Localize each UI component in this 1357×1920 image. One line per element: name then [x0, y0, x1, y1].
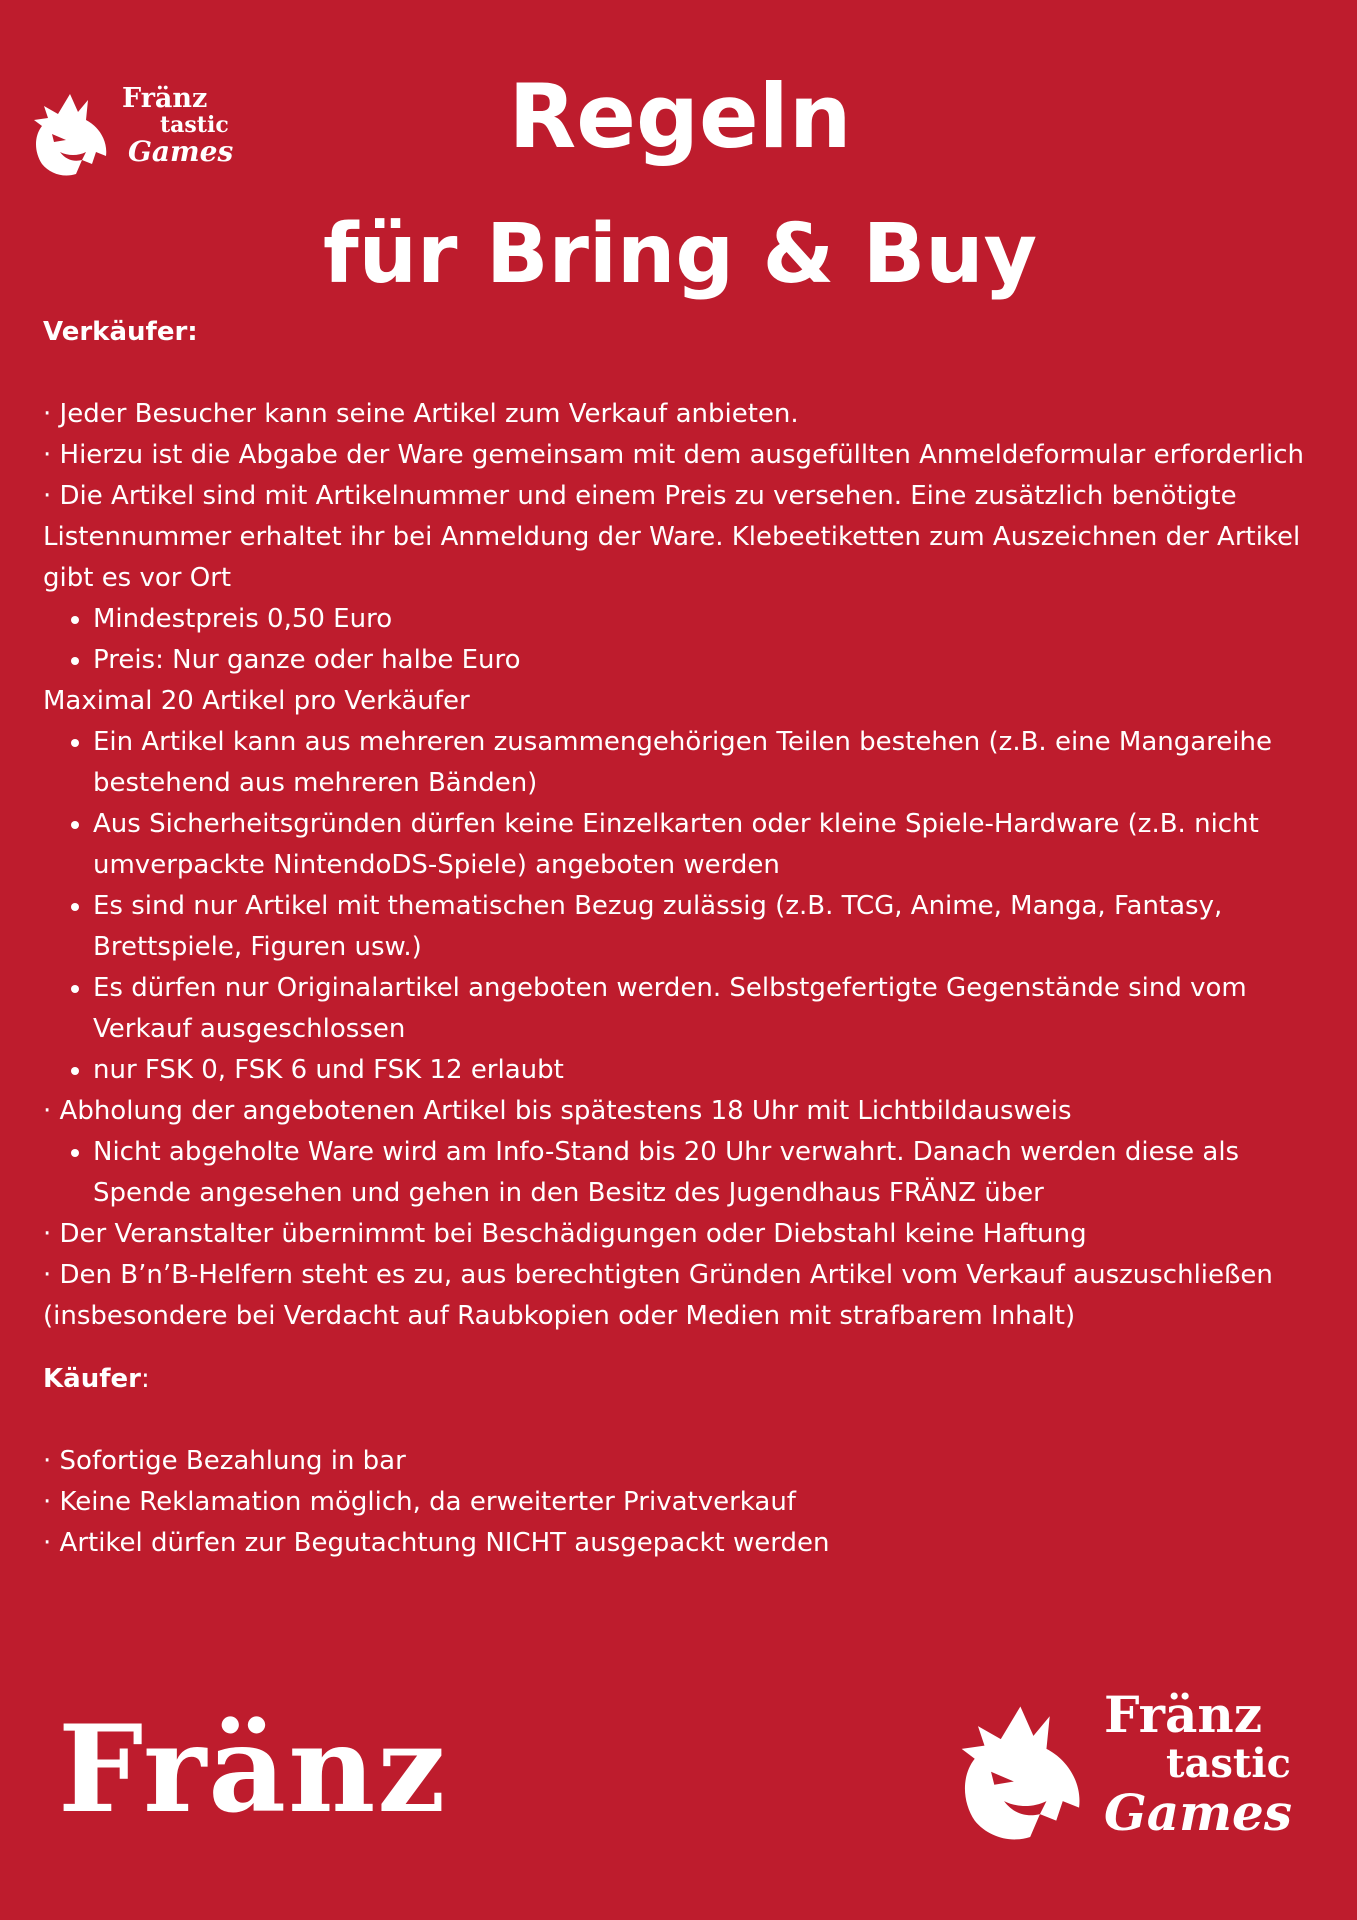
seller-closing-2: · Den B’n’B-Helfern steht es zu, aus berechtigten Gründen Artikel vom Verkauf auszuschließen (insbesondere bei Verdacht auf Raubkopien oder Medien mit strafbarem Inhalt) [43, 1260, 1273, 1331]
logo-bottom [952, 1685, 1292, 1850]
logo-bottom-line1: Fränz [1104, 1685, 1263, 1744]
buyer-heading-label: Käufer [43, 1364, 141, 1394]
price-item: • Mindestpreis 0,50 Euro [93, 599, 1333, 640]
franz-logo: Fränz [58, 1699, 448, 1840]
rules-content [43, 312, 1333, 1564]
max-articles-line: Maximal 20 Artikel pro Verkäufer [43, 686, 470, 716]
logo-top-line1: Fränz [122, 83, 208, 114]
logo-bottom-text [1104, 1685, 1294, 1842]
item-rule: • Ein Artikel kann aus mehreren zusammengehörigen Teilen bestehen (z.B. eine Mangareihe bestehend aus mehreren Bänden) [93, 722, 1333, 804]
logo-top [30, 85, 240, 185]
seller-intro-1: · Jeder Besucher kann seine Artikel zum Verkauf anbieten. [43, 399, 799, 429]
item-rules-list [43, 722, 1333, 1091]
pickup-line: · Abholung der angebotenen Artikel bis spätestens 18 Uhr mit Lichtbildausweis [43, 1096, 1072, 1126]
page-title-line2: für Bring & Buy [322, 207, 1038, 302]
logo-top-line2: tastic [160, 112, 229, 138]
price-item: • Preis: Nur ganze oder halbe Euro [93, 640, 1333, 681]
pickup-list [43, 1132, 1333, 1214]
price-list [43, 599, 1333, 681]
seller-closing-1: · Der Veranstalter übernimmt bei Beschädigungen oder Diebstahl keine Haftung [43, 1219, 1087, 1249]
dragon-head-icon [952, 1700, 1092, 1850]
logo-bottom-line2: tastic [1166, 1740, 1291, 1787]
page-title-line1: Regeln [508, 65, 852, 168]
logo-bottom-line3: Games [1104, 1783, 1292, 1842]
buyer-heading [43, 1359, 1333, 1400]
item-rule: • nur FSK 0, FSK 6 und FSK 12 erlaubt [93, 1050, 1333, 1091]
seller-intro-3: · Die Artikel sind mit Artikelnummer und einem Preis zu versehen. Eine zusätzlich benötigte Listennummer erhaltet ihr bei Anmeldung der Ware. Klebeetiketten zum Auszeichnen der Artikel gibt es vor Ort [43, 481, 1301, 593]
buyer-line-1: · Sofortige Bezahlung in bar [43, 1446, 406, 1476]
logo-top-line3: Games [128, 135, 234, 168]
item-rule: • Es sind nur Artikel mit thematischen Bezug zulässig (z.B. TCG, Anime, Manga, Fantasy, Brettspiele, Figuren usw.) [93, 886, 1333, 968]
buyer-line-3: · Artikel dürfen zur Begutachtung NICHT ausgepackt werden [43, 1528, 830, 1558]
item-rule: • Aus Sicherheitsgründen dürfen keine Einzelkarten oder kleine Spiele-Hardware (z.B. nicht umverpackte NintendoDS-Spiele) angeboten werden [93, 804, 1333, 886]
seller-intro-2: · Hierzu ist die Abgabe der Ware gemeinsam mit dem ausgefüllten Anmeldeformular erforderlich [43, 440, 1304, 470]
buyer-heading-colon: : [140, 1364, 150, 1394]
logo-top-text [122, 85, 242, 166]
item-rule: • Es dürfen nur Originalartikel angeboten werden. Selbstgefertigte Gegenstände sind vom Verkauf ausgeschlossen [93, 968, 1333, 1050]
pickup-item: • Nicht abgeholte Ware wird am Info-Stand bis 20 Uhr verwahrt. Danach werden diese als Spende angesehen und gehen in den Besitz des Jugendhaus FRÄNZ über [93, 1132, 1333, 1214]
dragon-head-icon [30, 90, 112, 182]
seller-heading: Verkäufer: [43, 317, 198, 347]
buyer-line-2: · Keine Reklamation möglich, da erweiterter Privatverkauf [43, 1487, 796, 1517]
